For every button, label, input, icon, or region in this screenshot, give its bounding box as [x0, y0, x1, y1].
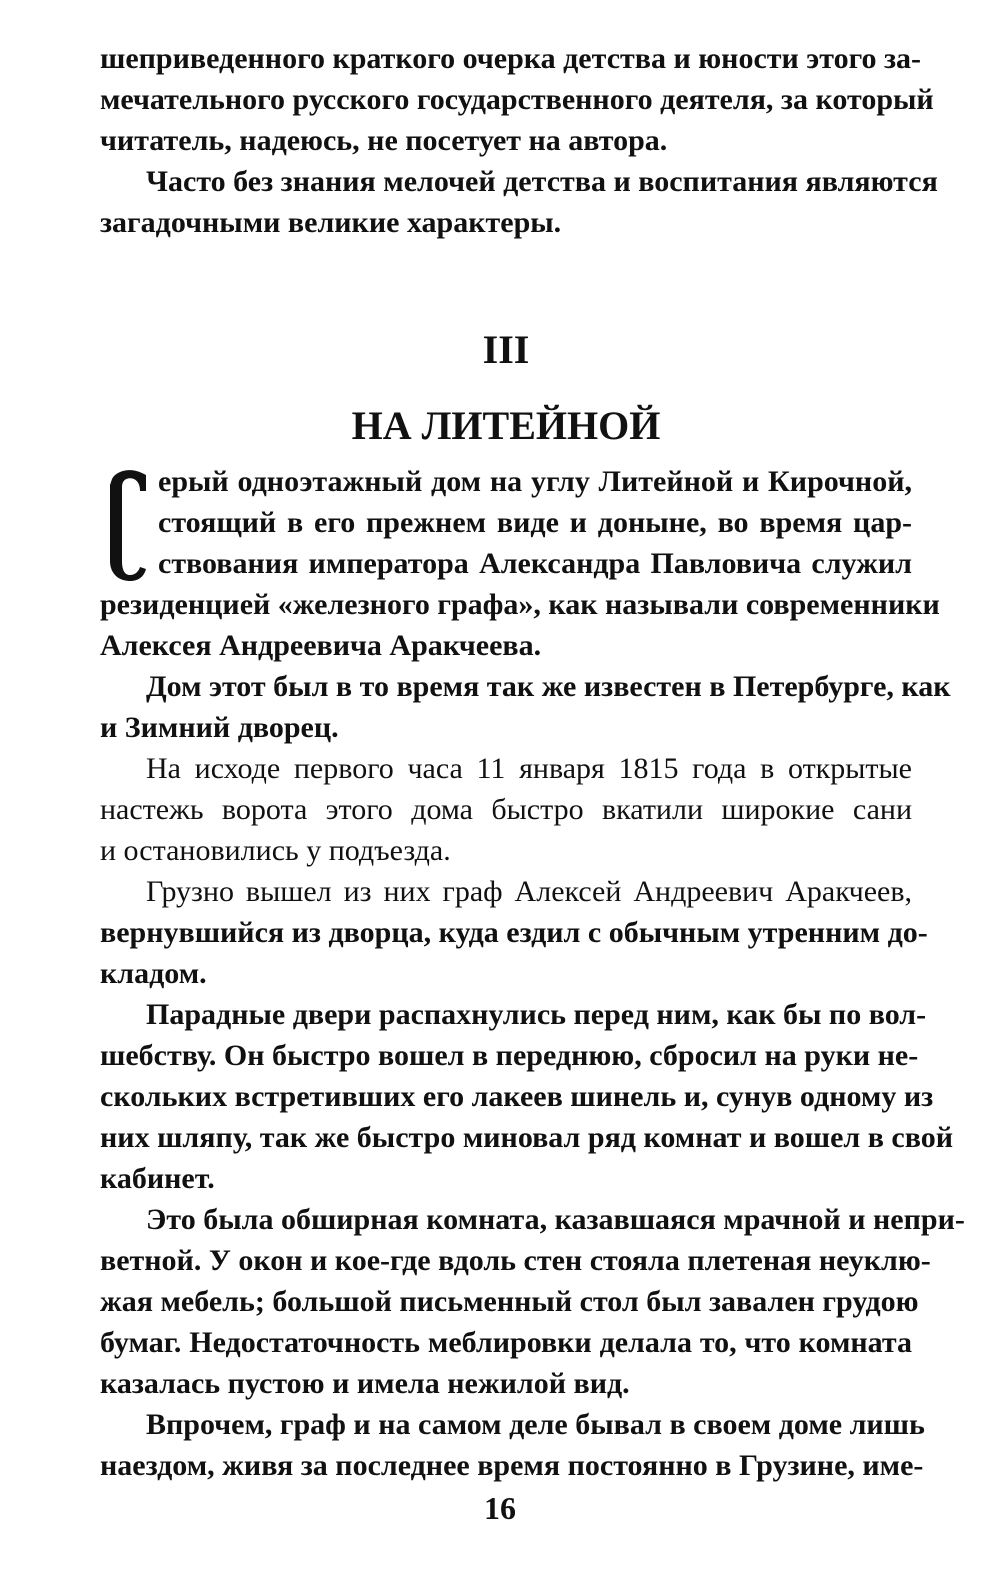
- text-line: настежь ворота этого дома быстро вкатили широкие сани: [100, 793, 912, 826]
- text-line: Это была обширная комната, казавшаяся мрачной и непри-: [146, 1203, 965, 1236]
- intro-paragraph-1: [100, 38, 934, 161]
- text-line: резиденцией «железного графа», как называли современники: [100, 588, 940, 621]
- text-line: ерый одноэтажный дом на углу Литейной и Кирочной,: [158, 465, 912, 498]
- body-paragraph-4: [100, 871, 928, 994]
- text-line: Алексея Андреевича Аракчеева.: [100, 629, 542, 662]
- text-line: наездом, живя за последнее время постоянно в Грузине, име-: [100, 1449, 924, 1482]
- page-number: 16: [484, 1490, 516, 1526]
- page-text: [100, 38, 965, 1486]
- text-line: вернувшийся из дворца, куда ездил с обычным утренним до-: [100, 916, 928, 949]
- body-paragraph-6: [100, 1199, 965, 1404]
- text-line: Часто без знания мелочей детства и воспитания являются: [146, 165, 938, 198]
- text-line: Впрочем, граф и на самом деле бывал в своем доме лишь: [146, 1408, 925, 1441]
- text-line: кладом.: [100, 957, 207, 990]
- body-paragraph-7: [100, 1404, 925, 1486]
- text-line: бумаг. Недостаточность меблировки делала то, что комната: [100, 1326, 912, 1359]
- text-line: читатель, надеюсь, не посетует на автора.: [100, 124, 668, 157]
- text-line: шеприведенного краткого очерка детства и юности этого за-: [100, 42, 922, 75]
- text-line: кабинет.: [100, 1162, 215, 1195]
- chapter-title: НА ЛИТЕЙНОЙ: [351, 403, 661, 448]
- text-line: и остановились у подъезда.: [100, 834, 451, 867]
- text-line: казалась пустою и имела нежилой вид.: [100, 1367, 630, 1400]
- dropcap-letter-icon: [100, 465, 150, 585]
- opening-paragraph: [100, 461, 940, 666]
- text-line: Парадные двери распахнулись перед ним, как бы по вол-: [146, 998, 927, 1031]
- body-paragraph-3: [100, 748, 912, 871]
- body-paragraph-5: [100, 994, 954, 1199]
- text-line: мечательного русского государственного деятеля, за который: [100, 83, 934, 116]
- text-line: и Зимний дворец.: [100, 711, 339, 744]
- chapter-number: III: [482, 327, 530, 372]
- text-line: Дом этот был в то время так же известен в Петербурге, как: [146, 670, 951, 703]
- text-line: Грузно вышел из них граф Алексей Андреевич Аракчеев,: [146, 875, 912, 908]
- text-line: них шляпу, так же быстро миновал ряд комнат и вошел в свой: [100, 1121, 954, 1154]
- intro-paragraph-2: [100, 161, 938, 243]
- text-line: шебству. Он быстро вошел в переднюю, сбросил на руки не-: [100, 1039, 919, 1072]
- body-paragraph-2: [100, 666, 951, 748]
- text-line: загадочными великие характеры.: [100, 206, 562, 239]
- text-line: жая мебель; большой письменный стол был завален грудою: [100, 1285, 919, 1318]
- text-line: ствования императора Александра Павловича служил: [158, 547, 912, 580]
- text-line: На исходе первого часа 11 января 1815 года в открытые: [146, 752, 912, 785]
- text-line: скольких встретивших его лакеев шинель и, сунув одному из: [100, 1080, 934, 1113]
- text-line: стоящий в его прежнем виде и доныне, во время цар-: [158, 506, 912, 539]
- text-line: ветной. У окон и кое-где вдоль стен стояла плетеная неуклю-: [100, 1244, 931, 1277]
